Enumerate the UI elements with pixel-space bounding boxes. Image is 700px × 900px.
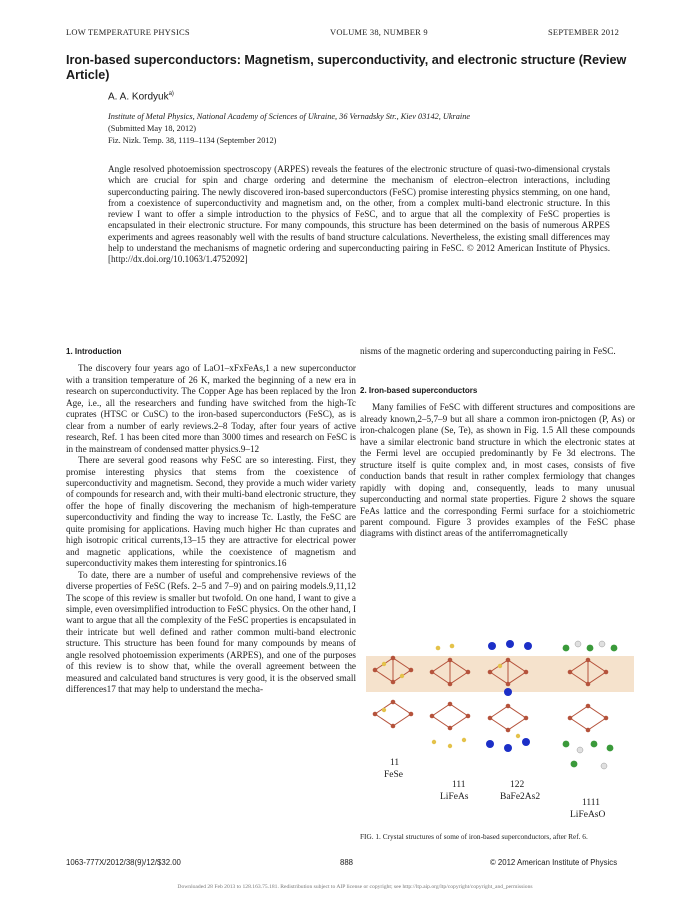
label-lifeaso: LiFeAsO: [570, 810, 606, 820]
label-fese: FeSe: [384, 770, 403, 780]
intro-paragraph-2: There are several good reasons why FeSC are so interesting. First, they promise interesting physics that stems from the coexistence of superconductivity and magnetism. Second, they provide a much wider variety of compounds for research and, with their multi-band electronic structure, they offer the hope of finally discovering the mechanism of high-temperature superconductivity and finding the way to increase Tc. Lastly, the FeSC are quite promising for applications. Having much higher Hc than cuprates and high isotropic critical currents,13–15 they are attractive for electrical power and magnetic applications, while the coexistence of magnetism and superconductivity makes them interesting for spintronics.16: [66, 455, 356, 569]
author-line: [108, 91, 174, 102]
download-note: Downloaded 28 Feb 2013 to 128.163.75.181. Redistribution subject to AIP license or copyright; see http://ltp.aip.org/ltp/copyright/copyright_and_permissions: [177, 884, 533, 890]
label-lifeas: LiFeAs: [440, 792, 469, 802]
label-111-num: 111: [452, 780, 466, 790]
left-column: [66, 347, 356, 696]
running-header-date: SEPTEMBER 2012: [548, 27, 620, 37]
abstract-text: Angle resolved photoemission spectroscopy (ARPES) reveals the features of the electronic structure of quasi-two-dimensional crystals which are crucial for spin and charge ordering and determine the mechanism of electron–electron interactions, including superconducting pairing. The newly discovered iron-based superconductors (FeSC) promise interesting physics stemming, on one hand, from a coexistence of superconductivity and magnetism and, on the other, from a complex multi-band electronic structure. In this review I want to offer a simple introduction to the physics of FeSC, and to argue that all the complexity of FeSC properties is encapsulated in their electronic structure. For many compounds, this structure has been determined on the basis of numerous ARPES experiments and agrees reasonably well with the results of band structure calculations. Nevertheless, the existing small differences may help to understand the mechanisms of magnetic ordering and superconducting pairing in FeSC. © 2012 American Institute of Physics.: [108, 164, 610, 254]
article-title: Iron-based superconductors: Magnetism, superconductivity, and electronic structure (Review Article): [66, 53, 627, 82]
intro-paragraph-3: To date, there are a number of useful and comprehensive reviews of the diverse properties of FeSC (Refs. 2–5 and 7–9) and on pairing models.9,11,12 The scope of this review is smaller but twofold. On one hand, I want to give a simple, even oversimplified introduction to FeSC physics. On the other hand, I want to argue that all the complexity of the FeSC properties is encapsulated in their intricate but well defined and rather common multi-band electronic structure. This structure has been found for many compounds by means of angle resolved photoemission experiments (ARPES), and one of the purposes of this review is to show that, while the overall agreement between the measured and calculated band structures is very good, it is the observed small differences17 that may help to understand the mecha-: [66, 569, 356, 695]
section2-paragraph: Many families of FeSC with different structures and compositions are already known,2–5,7–9 but all share a common iron-pnictogen (P, As) or iron-chalcogen plane (Se, Te), as shown in Fig. 1.5 All these compounds have a similar electronic band structure in which the electronic states at the Fermi level are occupied predominantly by Fe 3d electrons. The structure itself is quite complex and, in most cases, consists of five conduction bands that result in rather complex fermiology that changes rapidly with doping and, consequently, leads to many unusual superconducting and normal state properties. Figure 2 shows the square FeAs lattice and the corresponding Fermi surface for a stoichiometric parent compound. Figure 3 provides examples of the FeSC phase diagrams with distinct areas of the antiferromagnetically: [360, 402, 635, 539]
author-name: A. A. Kordyuk: [108, 91, 169, 103]
figure-1: [360, 640, 640, 830]
label-bafe2as2: BaFe2As2: [500, 792, 541, 802]
running-header-journal: LOW TEMPERATURE PHYSICS: [66, 27, 190, 37]
doi-link[interactable]: [http://dx.doi.org/10.1063/1.4752092]: [108, 254, 248, 265]
page-number: 888: [340, 858, 354, 867]
running-header-volume: VOLUME 38, NUMBER 9: [330, 27, 428, 37]
continuation-paragraph: nisms of the magnetic ordering and superconducting pairing in FeSC.: [360, 346, 616, 356]
section-heading-iron-based: 2. Iron-based superconductors: [360, 386, 478, 395]
figure-caption: FIG. 1. Crystal structures of some of iron-based superconductors, after Ref. 6.: [360, 832, 588, 841]
footer-copyright: © 2012 American Institute of Physics: [490, 858, 618, 867]
author-footnote-marker: a): [168, 91, 174, 97]
citation: Fiz. Nizk. Temp. 38, 1119–1134 (September 2012): [108, 136, 277, 145]
intro-paragraph-1: The discovery four years ago of LaO1–xFxFeAs,1 a new superconductor with a transition temperature of 26 K, marked the beginning of a new era in research on superconductivity. The Copper Age has been replaced by the Iron Age, i.e., all the researchers and funding have switched from the high-Tc cuprates (HTSC or CuSC) to the iron-based superconductors (FeSC), as is clear from a number of early reviews.2–8 Today, after four years of active research, Ref. 1 has been cited more than 3000 times and research on FeSC is in the mainstream of condensed matter physics.9–12: [66, 363, 356, 454]
fe-plane-band: [366, 656, 634, 692]
affiliation: Institute of Metal Physics, National Academy of Sciences of Ukraine, 36 Vernadsky Str., Kiev 03142, Ukraine: [108, 112, 471, 121]
abstract: [108, 164, 610, 266]
footer-issn: 1063-777X/2012/38(9)/12/$32.00: [66, 858, 181, 867]
label-1111-num: 1111: [582, 798, 600, 808]
right-column-section2: [360, 386, 635, 540]
submitted-date: (Submitted May 18, 2012): [108, 124, 197, 133]
section-heading-introduction: 1. Introduction: [66, 347, 122, 356]
label-11-num: 11: [390, 758, 400, 768]
label-122-num: 122: [510, 780, 525, 790]
right-column-continuation: [360, 346, 635, 357]
